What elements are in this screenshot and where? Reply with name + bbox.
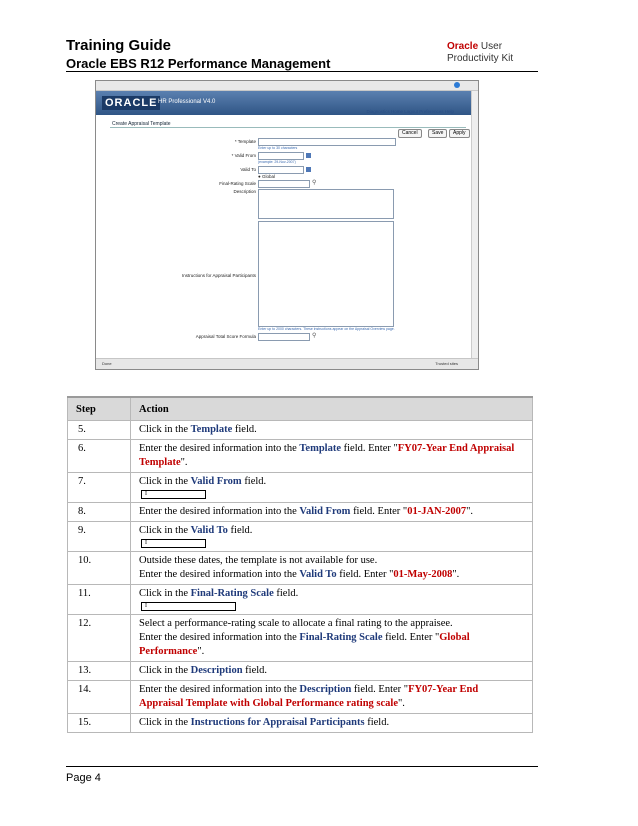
steps-body (68, 421, 533, 733)
final-rating-label: Final-Rating Scale (219, 181, 256, 186)
action-text: Click in the (139, 424, 191, 435)
field-name: Description (190, 665, 243, 676)
title-divider (110, 127, 466, 128)
action-text: Enter the desired information into the (139, 443, 300, 454)
cancel-button[interactable]: Cancel (398, 129, 422, 138)
action-text: Enter the desired information into the (139, 632, 300, 643)
field-name: Template (299, 443, 341, 454)
action-text: field. Enter " (336, 569, 394, 580)
field-name: Valid To (299, 569, 337, 580)
table-row (68, 714, 533, 733)
table-row (68, 585, 533, 615)
brand-name: Oracle (447, 41, 479, 52)
action-text: field. (232, 424, 257, 435)
step-number: 7. (68, 473, 131, 503)
entry-value: 01-JAN-2007 (407, 506, 467, 517)
valid-from-input[interactable] (258, 152, 304, 160)
field-name: Valid From (299, 506, 351, 517)
page-title: Create Appraisal Template (112, 121, 171, 127)
instructions-hint: Enter up to 2000 characters. These instructions appear on the Appraisal Overview page. (258, 327, 395, 331)
status-done: Done (102, 361, 112, 366)
field-name: Template (190, 424, 233, 435)
table-row (68, 681, 533, 714)
action-text: ". (397, 698, 405, 709)
step-action (131, 522, 533, 552)
global-label: Global (261, 174, 275, 179)
template-hint: Enter up to 30 characters (258, 146, 298, 150)
template-label: * Template (234, 139, 256, 144)
valid-from-hint: (example: 29-Nov-2007) (258, 160, 296, 164)
action-text: ". (180, 457, 188, 468)
field-name: Final-Rating Scale (190, 588, 274, 599)
entry-value: Global Performance (139, 632, 470, 657)
entry-value: FY07-Year End Appraisal Template with Global Performance rating scale (139, 684, 479, 709)
column-header-action: Action (131, 397, 533, 421)
table-row (68, 662, 533, 681)
step-action (131, 440, 533, 473)
field-name: Instructions for Appraisal Participants (190, 717, 365, 728)
scrollbar[interactable] (471, 91, 478, 359)
action-text: Enter the desired information into the (139, 506, 300, 517)
field-preview-box: I (141, 539, 206, 548)
steps-table (67, 396, 533, 733)
step-action (131, 473, 533, 503)
global-links[interactable]: Diagnostics Home Logout Preferences Help (366, 109, 454, 114)
browser-statusbar (96, 358, 478, 369)
entry-value: FY07-Year End Appraisal Template (139, 443, 515, 468)
field-preview-box: I (141, 602, 236, 611)
action-text: Enter the desired information into the (139, 684, 300, 695)
status-trusted: Trusted sites (435, 361, 458, 366)
header-divider (66, 71, 538, 72)
step-number: 15. (68, 714, 131, 733)
action-text: ". (466, 506, 474, 517)
entry-value: 01-May-2008 (393, 569, 453, 580)
step-number: 11. (68, 585, 131, 615)
action-text: field. (241, 476, 267, 487)
table-row (68, 522, 533, 552)
instructions-label: Instructions for Appraisal Participants (181, 273, 256, 278)
step-number: 5. (68, 421, 131, 440)
valid-to-input[interactable] (258, 166, 304, 174)
action-text: field. (227, 525, 253, 536)
document-subtitle: Oracle EBS R12 Performance Management (66, 56, 331, 71)
search-icon[interactable]: ⚲ (312, 333, 317, 339)
action-text: Click in the (139, 476, 191, 487)
step-number: 14. (68, 681, 131, 714)
brand-tagline: Productivity Kit (447, 53, 514, 64)
instructions-textarea[interactable] (258, 221, 394, 327)
step-number: 12. (68, 615, 131, 662)
action-text: field. (273, 588, 299, 599)
action-text: field. Enter " (341, 443, 398, 454)
description-textarea[interactable] (258, 189, 394, 219)
step-action (131, 552, 533, 585)
step-action (131, 662, 533, 681)
action-text: field. (242, 665, 268, 676)
step-number: 10. (68, 552, 131, 585)
valid-to-label: Valid To (240, 167, 256, 172)
table-row (68, 503, 533, 522)
valid-from-label: * Valid From (231, 153, 256, 158)
browser-icon (454, 82, 460, 88)
description-label: Description (233, 189, 256, 194)
action-text: field. (364, 717, 390, 728)
template-input[interactable] (258, 138, 396, 146)
table-row (68, 552, 533, 585)
calendar-icon[interactable] (306, 153, 311, 158)
footer-divider (66, 766, 538, 767)
browser-toolbar (96, 81, 478, 91)
oracle-logo: ORACLE (102, 96, 160, 110)
field-name: Valid To (190, 525, 228, 536)
step-action (131, 503, 533, 522)
apply-button[interactable]: Apply (449, 129, 470, 138)
save-button[interactable]: Save (428, 129, 447, 138)
column-header-step: Step (68, 397, 131, 421)
app-title: HR Professional V4.0 (158, 99, 216, 105)
action-text: Select a performance-rating scale to allocate a final rating to the appraisee. (139, 618, 453, 629)
step-action (131, 421, 533, 440)
table-row (68, 440, 533, 473)
table-row (68, 615, 533, 662)
action-text: field. Enter " (351, 684, 409, 695)
step-action (131, 585, 533, 615)
step-number: 6. (68, 440, 131, 473)
action-text: Click in the (139, 717, 191, 728)
page-number: Page 4 (66, 772, 101, 784)
field-name: Valid From (190, 476, 242, 487)
brand-word: User (480, 41, 503, 52)
step-number: 9. (68, 522, 131, 552)
app-screenshot (95, 80, 479, 370)
step-action (131, 615, 533, 662)
final-rating-input[interactable] (258, 180, 310, 188)
action-text: Click in the (139, 665, 191, 676)
step-action (131, 681, 533, 714)
action-text: ". (452, 569, 460, 580)
document-title: Training Guide (66, 37, 172, 54)
table-row (68, 473, 533, 503)
formula-input[interactable] (258, 333, 310, 341)
search-icon[interactable]: ⚲ (312, 180, 317, 186)
action-text: ". (197, 646, 205, 657)
step-number: 13. (68, 662, 131, 681)
table-header (68, 397, 533, 421)
formula-label: Appraisal Total Score Formula (195, 334, 256, 339)
action-text: Enter the desired information into the (139, 569, 300, 580)
field-name: Description (299, 684, 352, 695)
action-text: Click in the (139, 525, 191, 536)
global-radio[interactable]: ● Global (258, 174, 275, 179)
field-preview-box: I (141, 490, 206, 499)
action-text: field. Enter " (350, 506, 408, 517)
action-text: Click in the (139, 588, 191, 599)
step-number: 8. (68, 503, 131, 522)
brand-logo (447, 41, 537, 65)
field-name: Final-Rating Scale (299, 632, 383, 643)
action-text: Outside these dates, the template is not available for use. (139, 555, 378, 566)
step-action (131, 714, 533, 733)
action-text: field. Enter " (382, 632, 440, 643)
calendar-icon[interactable] (306, 167, 311, 172)
table-row (68, 421, 533, 440)
